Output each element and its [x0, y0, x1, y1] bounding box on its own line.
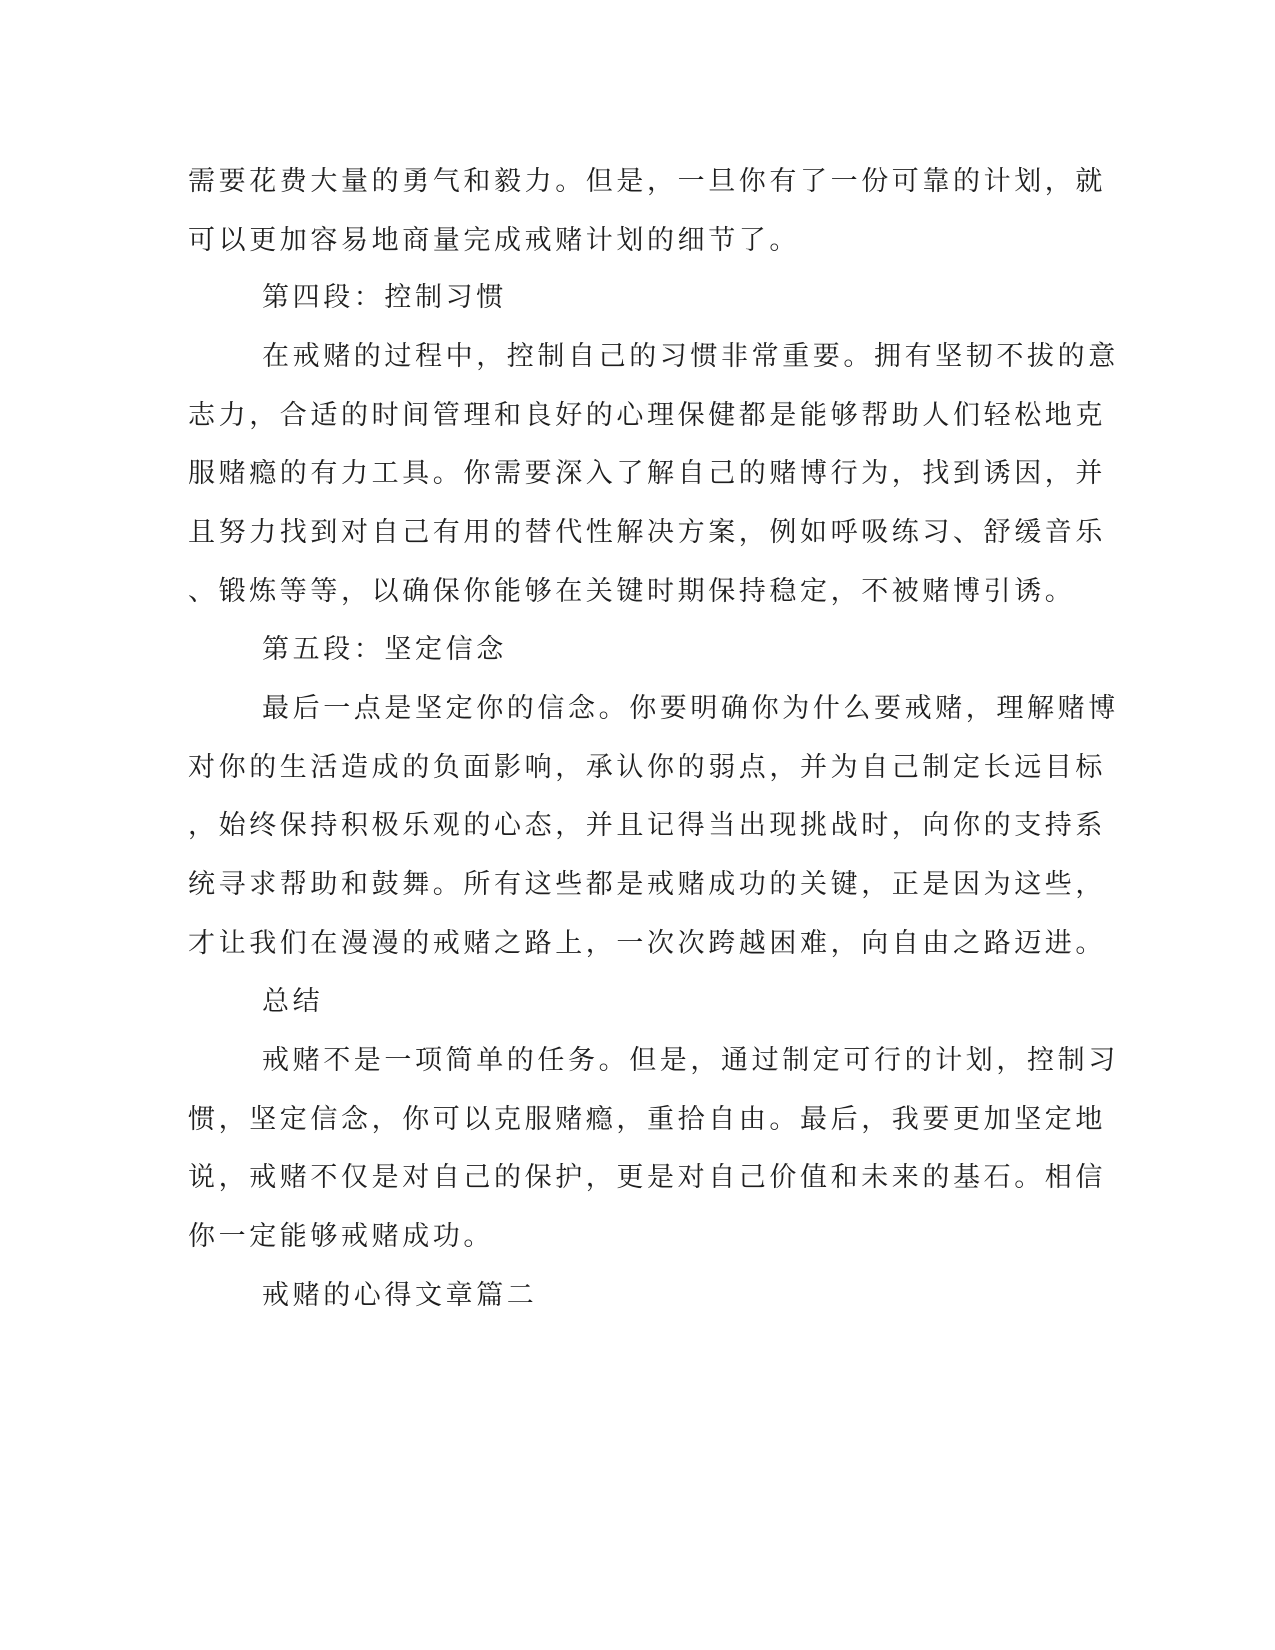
body-text-line: 、锻炼等等，以确保你能够在关键时期保持稳定，不被赌博引诱。 [188, 576, 1076, 607]
body-text-line: 服赌瘾的有力工具。你需要深入了解自己的赌博行为，找到诱因，并 [188, 458, 1106, 489]
body-text-line: 志力，合适的时间管理和良好的心理保健都是能够帮助人们轻松地克 [188, 400, 1106, 431]
article-heading: 戒赌的心得文章篇二 [262, 1280, 538, 1311]
body-text-line: 惯，坚定信念，你可以克服赌瘾，重拾自由。最后，我要更加坚定地 [188, 1104, 1106, 1135]
body-text-line: 才让我们在漫漫的戒赌之路上，一次次跨越困难，向自由之路迈进。 [188, 928, 1106, 959]
paragraph-first-line: 在戒赌的过程中，控制自己的习惯非常重要。拥有坚韧不拔的意 [262, 341, 1119, 372]
body-text-line: 你一定能够戒赌成功。 [188, 1221, 494, 1252]
section-heading-5: 第五段：坚定信念 [262, 634, 507, 665]
body-text-line: 需要花费大量的勇气和毅力。但是，一旦你有了一份可靠的计划，就 [188, 166, 1106, 197]
body-text-line: 统寻求帮助和鼓舞。所有这些都是戒赌成功的关键，正是因为这些， [188, 869, 1106, 900]
body-text-line: 可以更加容易地商量完成戒赌计划的细节了。 [188, 225, 800, 256]
body-text-line: ，始终保持积极乐观的心态，并且记得当出现挑战时，向你的支持系 [188, 810, 1106, 841]
body-text-line: 对你的生活造成的负面影响，承认你的弱点，并为自己制定长远目标 [188, 752, 1106, 783]
paragraph-first-line: 戒赌不是一项简单的任务。但是，通过制定可行的计划，控制习 [262, 1045, 1119, 1076]
section-heading-4: 第四段：控制习惯 [262, 282, 507, 313]
body-text-line: 说，戒赌不仅是对自己的保护，更是对自己价值和未来的基石。相信 [188, 1162, 1106, 1193]
body-text-line: 且努力找到对自己有用的替代性解决方案，例如呼吸练习、舒缓音乐 [188, 517, 1106, 548]
section-heading-summary: 总结 [262, 986, 324, 1017]
paragraph-first-line: 最后一点是坚定你的信念。你要明确你为什么要戒赌，理解赌博 [262, 693, 1119, 724]
